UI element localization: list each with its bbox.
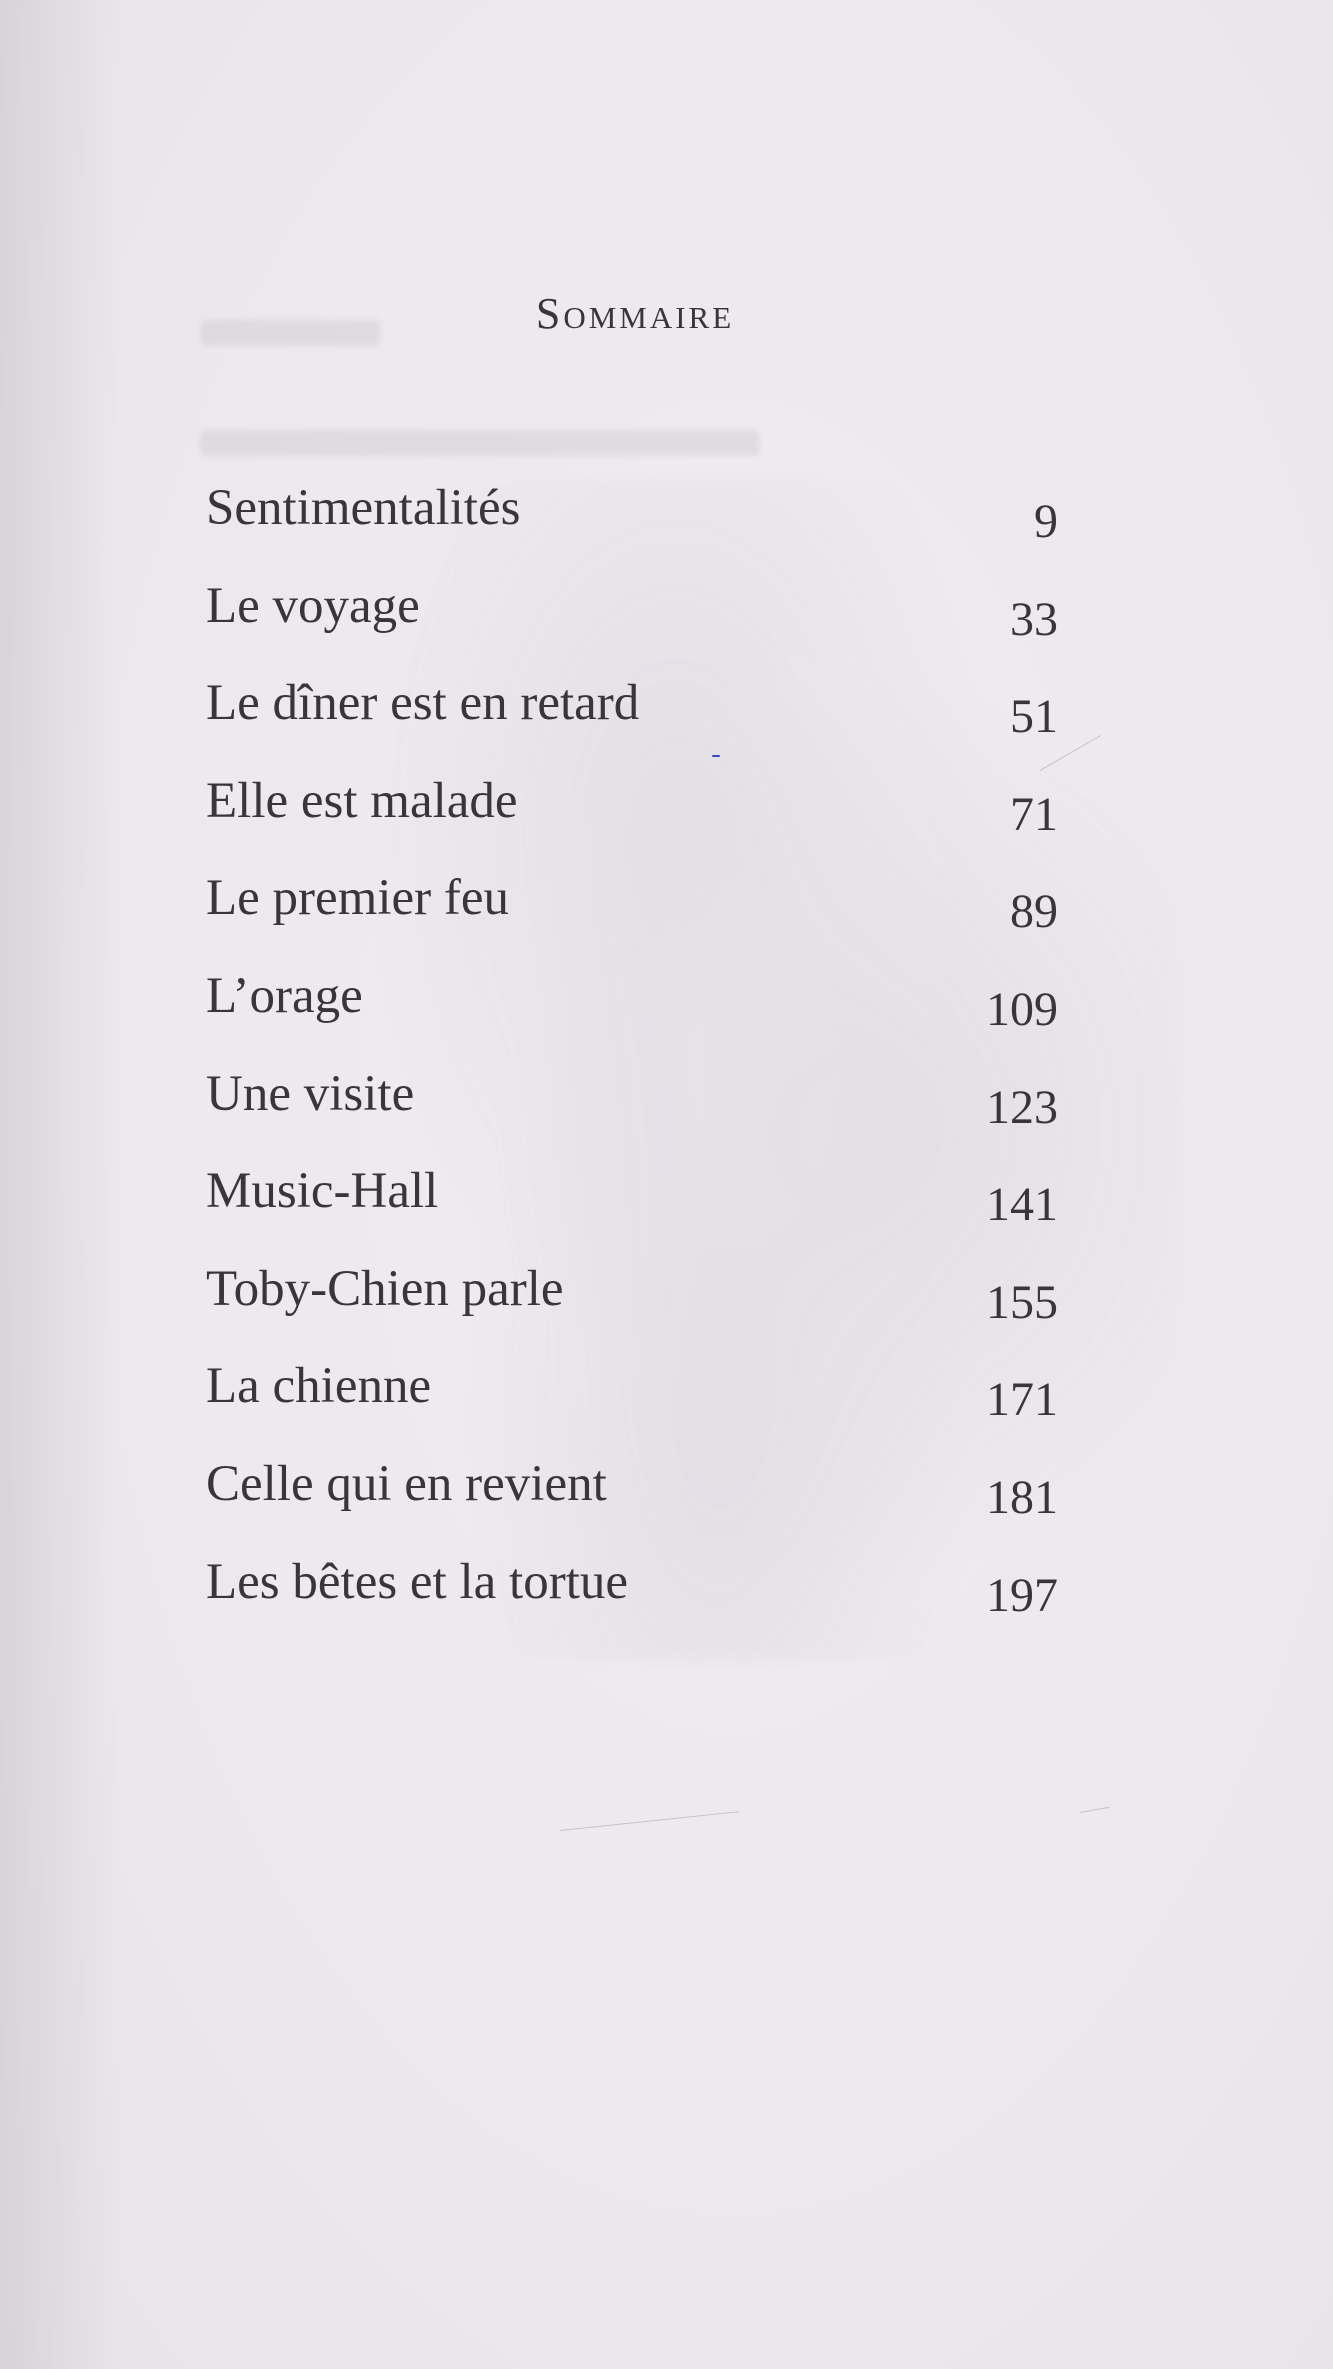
toc-entry-title: Le dîner est en retard bbox=[206, 675, 640, 732]
toc-entry bbox=[206, 576, 1058, 674]
toc-entry-title: L’orage bbox=[206, 967, 363, 1024]
toc-entry-page-number: 141 bbox=[986, 1178, 1058, 1232]
toc-entry bbox=[206, 966, 1058, 1064]
toc-entry-page-number: 33 bbox=[1010, 592, 1058, 646]
page-title: Sommaire bbox=[535, 289, 735, 338]
toc-entry-title: Celle qui en revient bbox=[206, 1455, 607, 1512]
toc-entry bbox=[206, 771, 1058, 869]
toc-entry-page-number: 155 bbox=[986, 1275, 1058, 1329]
toc-entry bbox=[206, 1064, 1058, 1162]
toc-entry-title: Music-Hall bbox=[206, 1163, 439, 1220]
toc-entry-page-number: 89 bbox=[1010, 885, 1058, 939]
gutter-shadow bbox=[0, 0, 120, 2369]
toc-entry bbox=[206, 1552, 1058, 1650]
toc-entry-title: Sentimentalités bbox=[206, 480, 521, 536]
bleed-text-line bbox=[200, 430, 760, 456]
toc-entry-page-number: 197 bbox=[986, 1568, 1058, 1622]
toc-entry bbox=[206, 673, 1058, 771]
toc-entry-page-number: 181 bbox=[986, 1470, 1058, 1524]
toc-entry-title: Les bêtes et la tortue bbox=[206, 1553, 628, 1610]
toc-entry-title: Le voyage bbox=[206, 577, 420, 634]
paper-fiber bbox=[1080, 1807, 1110, 1813]
toc-entry bbox=[206, 1454, 1058, 1552]
toc-entry-title: Une visite bbox=[206, 1065, 415, 1122]
toc-entry-title: Toby-Chien parle bbox=[206, 1260, 564, 1317]
toc-entry-title: Le premier feu bbox=[206, 870, 509, 927]
toc-entry bbox=[206, 1356, 1058, 1454]
table-of-contents bbox=[206, 478, 1058, 1649]
toc-entry-page-number: 109 bbox=[986, 982, 1058, 1036]
toc-entry-page-number: 171 bbox=[986, 1373, 1058, 1427]
toc-entry-title: La chienne bbox=[206, 1358, 432, 1415]
toc-entry bbox=[206, 1161, 1058, 1259]
toc-entry bbox=[206, 868, 1058, 966]
toc-entry-page-number: 9 bbox=[1034, 495, 1058, 548]
paper-fiber bbox=[560, 1811, 739, 1831]
toc-entry-page-number: 123 bbox=[986, 1080, 1058, 1134]
toc-entry-page-number: 71 bbox=[1010, 787, 1058, 841]
toc-entry bbox=[206, 1259, 1058, 1357]
toc-entry-title: Elle est malade bbox=[206, 772, 518, 829]
toc-entry bbox=[206, 478, 1058, 576]
toc-entry-page-number: 51 bbox=[1010, 690, 1058, 744]
